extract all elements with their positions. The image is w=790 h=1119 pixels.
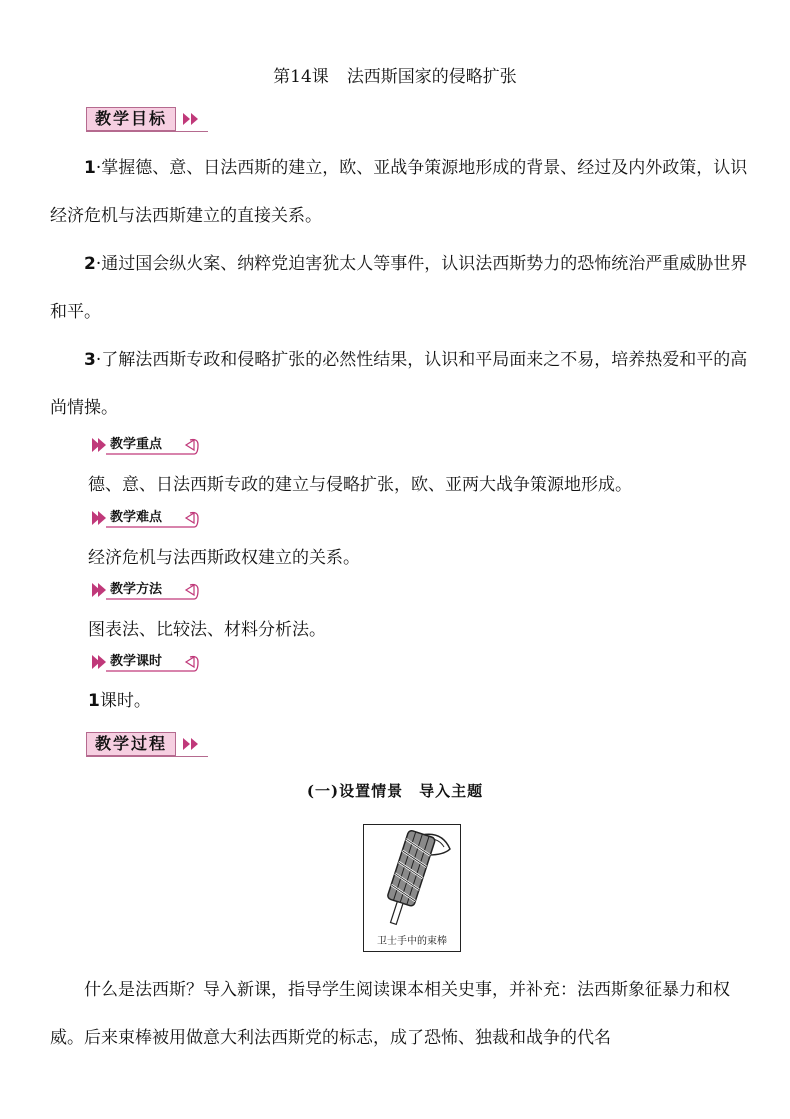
key-points-text: 德、意、日法西斯专政的建立与侵略扩张，欧、亚两大战争策源地形成。 [88, 475, 632, 495]
hours-label: 教学课时 [110, 654, 163, 669]
hours-text [88, 686, 151, 711]
objective-3 [50, 336, 750, 432]
objective-2 [50, 240, 750, 336]
hours-number: 1 [88, 691, 100, 711]
process-banner [86, 731, 208, 757]
lesson-title: 法西斯国家的侵略扩张 [346, 67, 517, 87]
banner-rule [86, 131, 208, 132]
difficult-points-label: 教学难点 [110, 510, 163, 525]
methods-text: 图表法、比较法、材料分析法。 [88, 620, 326, 640]
objectives-label: 教学目标 [86, 107, 176, 131]
difficult-points-text: 经济危机与法西斯政权建立的关系。 [88, 548, 360, 568]
objective-text: ·掌握德、意、日法西斯的建立，欧、亚战争策源地形成的背景、经过及内外政策，认识经济危机与法西斯建立的直接关系。 [50, 158, 748, 226]
figure-caption: 卫士手中的束棒 [377, 936, 447, 947]
double-arrow-icon [180, 108, 202, 130]
difficult-points-tag [86, 507, 200, 529]
objective-number: 3 [84, 350, 96, 370]
objective-1 [50, 144, 750, 240]
objective-number: 2 [84, 254, 96, 274]
process-label: 教学过程 [86, 732, 176, 756]
objective-text: ·通过国会纵火案、纳粹党迫害犹太人等事件，认识法西斯势力的恐怖统治严重威胁世界和平。 [50, 254, 748, 322]
lesson-number: 第14课 [273, 67, 329, 87]
objectives-banner [86, 106, 208, 132]
fasces-illustration-icon [364, 825, 460, 933]
key-points-tag [86, 434, 200, 456]
step-title: (一)设置情景 导入主题 [306, 782, 484, 800]
intro-paragraph: 什么是法西斯？导入新课，指导学生阅读课本相关史事，并补充：法西斯象征暴力和权威。后来束棒被用做意大利法西斯党的标志，成了恐怖、独裁和战争的代名 [50, 980, 730, 1048]
objective-number: 1 [84, 158, 96, 178]
objective-text: ·了解法西斯专政和侵略扩张的必然性结果，认识和平局面来之不易，培养热爱和平的高尚情操。 [50, 350, 748, 418]
hours-unit: 课时。 [99, 691, 151, 711]
key-points-label: 教学重点 [110, 437, 163, 452]
methods-label: 教学方法 [110, 582, 163, 597]
hours-tag [86, 651, 200, 673]
fasces-figure [363, 824, 461, 952]
double-arrow-icon [180, 733, 202, 755]
page-title [0, 62, 790, 87]
methods-tag [86, 579, 200, 601]
banner-rule [86, 756, 208, 757]
